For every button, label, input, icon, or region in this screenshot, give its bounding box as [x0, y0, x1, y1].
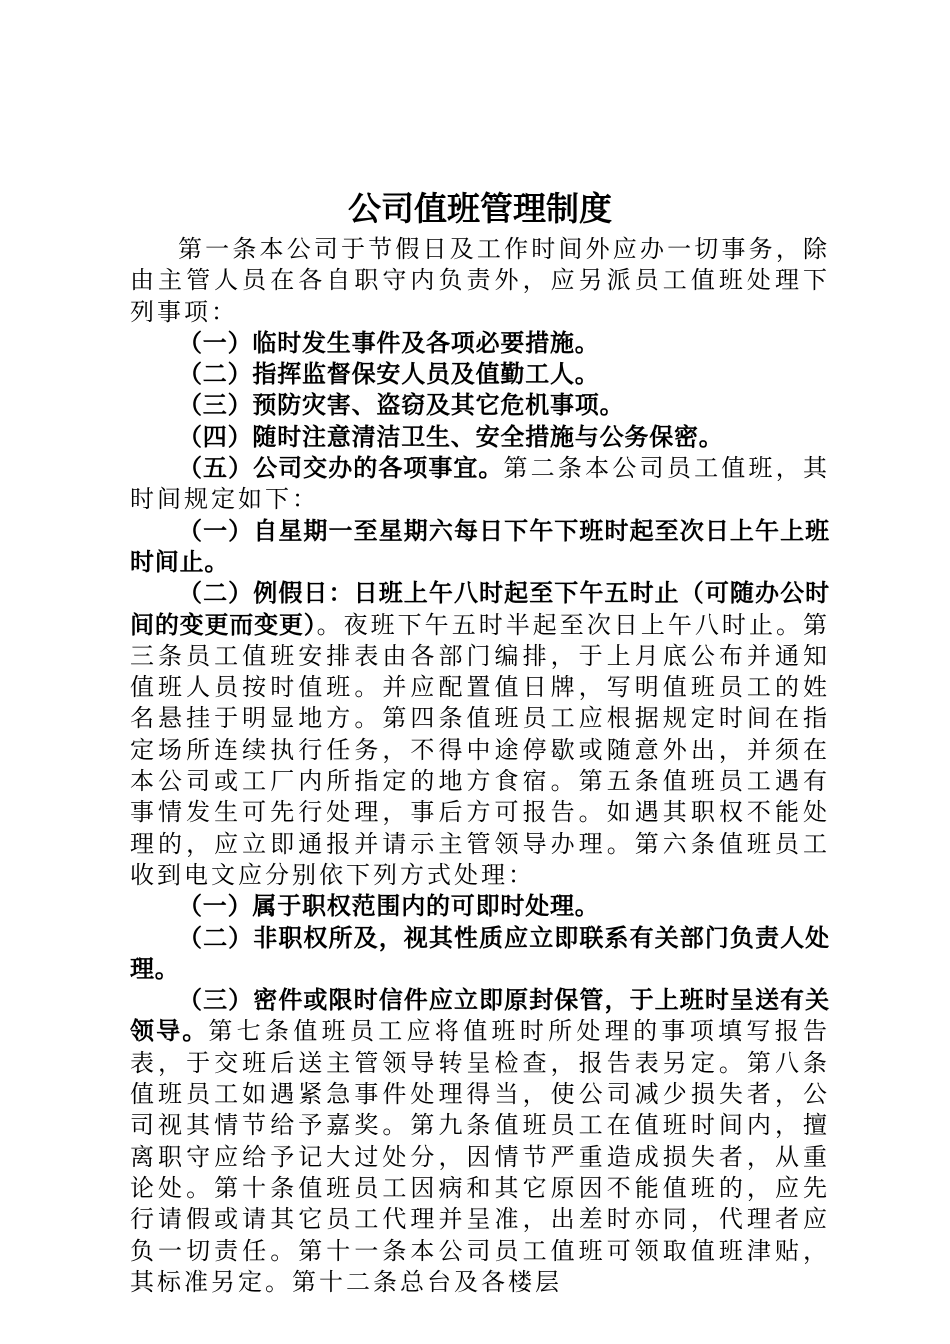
- paragraph: [130, 234, 830, 328]
- document-page: [130, 0, 830, 1344]
- text-run: （一）自星期一至星期六每日下午下班时起至次日上午上班时间止。: [130, 516, 830, 576]
- paragraph: [130, 891, 830, 922]
- text-run: （二）非职权所及，视其性质应立即联系有关部门负责人处理。: [130, 923, 830, 983]
- text-run: 第二条本公司员工值班，其时间规定如下：: [130, 454, 831, 514]
- text-run: （一）属于职权范围内的可即时处理。: [178, 892, 600, 921]
- text-run: （四）随时注意清洁卫生、安全措施与公务保密。: [178, 422, 724, 451]
- text-run: 第一条本公司于节假日及工作时间外应办一切事务，除由主管人员在各自职守内负责外，应另派员工值班处理下列事项：: [130, 235, 830, 326]
- paragraph: [130, 578, 830, 891]
- paragraph: [130, 422, 830, 453]
- text-run: （二）例假日：日班上午八时起至下午五时止（可随办公时间的变更而变更）: [130, 579, 830, 639]
- paragraph: [130, 516, 830, 579]
- paragraph: [130, 359, 830, 390]
- page-title: 公司值班管理制度: [348, 189, 612, 228]
- paragraph: [130, 985, 830, 1298]
- paragraph: [130, 453, 830, 516]
- text-run: （一）临时发生事件及各项必要措施。: [178, 328, 600, 357]
- text-run: （二）指挥监督保安人员及值勤工人。: [178, 360, 600, 389]
- document-body: [130, 234, 830, 1298]
- text-run: （三）预防灾害、盗窃及其它危机事项。: [178, 391, 625, 420]
- paragraph: [130, 390, 830, 421]
- text-run: 第七条值班员工应将值班时所处理的事项填写报告表，于交班后送主管领导转呈检查，报告表另定。第八条值班员工如遇紧急事件处理得当，使公司减少损失者，公司视其情节给予嘉奖。第九条值班员工在值班时间内，擅离职守应给予记大过处分，因情节严重造成损失者，从重论处。第十条值班员工因病和其它原因不能值班的，应先行请假或请其它员工代理并呈准，出差时亦同，代理者应负一切责任。第十一条本公司员工值班可领取值班津贴，其标准另定。第十二条总台及各楼层: [130, 1017, 831, 1296]
- paragraph: [130, 923, 830, 986]
- text-run: （三）密件或限时信件应立即原封保管，于上班时呈送有关领导。: [130, 986, 830, 1046]
- text-run: 。夜班下午五时半起至次日上午八时止。第三条员工值班安排表由各部门编排，于上月底公布并通知值班人员按时值班。并应配置值日牌，写明值班员工的姓名悬挂于明显地方。第四条值班员工应根据规定时间在指定场所连续执行任务，不得中途停歇或随意外出，并须在本公司或工厂内所指定的地方食宿。第五条值班员工遇有事情发生可先行处理，事后方可报告。如遇其职权不能处理的，应立即通报并请示主管领导办理。第六条值班员工收到电文应分别依下列方式处理：: [130, 610, 831, 889]
- text-run: （五）公司交办的各项事宜。: [178, 454, 504, 483]
- paragraph: [130, 328, 830, 359]
